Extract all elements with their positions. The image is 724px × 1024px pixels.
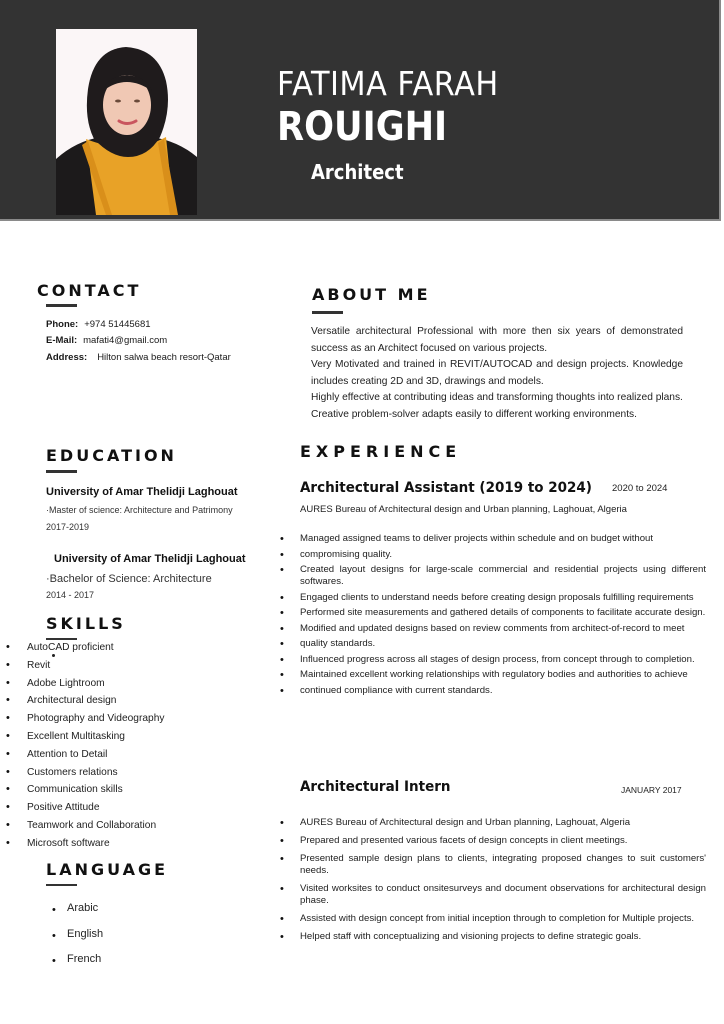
education-divider (46, 470, 77, 473)
surname: ROUIGHI (277, 104, 448, 150)
language-list (52, 902, 103, 979)
job-bullet: • AURES Bureau of Architectural design and Urban planning, Laghouat, Algeria (278, 817, 706, 829)
language-item: • English (52, 928, 103, 954)
job-bullet: • compromising quality. (278, 549, 706, 561)
about-paragraph: Very Motivated and trained in REVIT/AUTOCAD and design projects. Knowledge includes creating 2D and 3D, drawings and models. (311, 359, 683, 387)
education-heading: EDUCATION (46, 446, 177, 465)
job-bullet: • continued compliance with current standards. (278, 685, 706, 697)
education-degree: ·Bachelor of Science: Architecture (46, 573, 212, 585)
education-years: 2017-2019 (46, 522, 90, 532)
contact-divider (46, 304, 77, 307)
contact-heading: CONTACT (37, 281, 142, 300)
language-heading: LANGUAGE (46, 860, 169, 879)
language-divider (46, 884, 77, 886)
portrait-illustration (56, 29, 197, 215)
education-school: University of Amar Thelidji Laghouat (54, 553, 246, 565)
email-label: E-Mail: (46, 335, 78, 346)
job-title: Architectural Assistant (2019 to 2024) (300, 480, 592, 496)
job-date: 2020 to 2024 (612, 483, 668, 494)
skill-item: • Positive Attitude (0, 802, 164, 820)
skills-divider (46, 638, 77, 640)
skill-item: • Microsoft software (0, 838, 164, 856)
about-divider (312, 311, 343, 314)
education-years: 2014 - 2017 (46, 590, 95, 600)
skill-item: • Photography and Videography (0, 713, 164, 731)
header-band (0, 0, 721, 221)
phone-label: Phone: (46, 319, 79, 330)
about-paragraph: Versatile architectural Professional with more then six years of demonstrated success as an Architect focused on various projects. (311, 326, 683, 354)
job-bullet: • Maintained excellent working relationships with regulatory bodies and authorities to achieve (278, 669, 706, 681)
contact-phone (46, 319, 151, 330)
job-bullet: • Engaged clients to understand needs before creating design proposals fulfilling requirements (278, 592, 706, 604)
skill-item: • Communication skills (0, 784, 164, 802)
job-bullet: • Performed site measurements and gathered details of components to facilitate accurate design. (278, 607, 706, 619)
job-bullets (278, 817, 706, 949)
skill-item: • Architectural design (0, 695, 164, 713)
phone-value: +974 51445681 (84, 319, 151, 330)
job-bullet: • Managed assigned teams to deliver projects within schedule and on budget without (278, 533, 706, 545)
job-bullet: • Created layout designs for large-scale commercial and residential projects using different softwares. (278, 564, 706, 588)
job-bullet: • Prepared and presented various facets of design concepts in client meetings. (278, 835, 706, 847)
job-role: Architect (311, 160, 404, 184)
skill-item: • Customers relations (0, 767, 164, 785)
job-bullets (278, 533, 706, 700)
first-names: FATIMA FARAH (277, 64, 499, 103)
address-label: Address: (46, 352, 88, 363)
experience-heading: EXPERIENCE (300, 442, 462, 461)
skill-item: • Teamwork and Collaboration (0, 820, 164, 838)
skill-item: • AutoCAD proficient (0, 642, 164, 660)
job-organization: AURES Bureau of Architectural design and Urban planning, Laghouat, Algeria (300, 504, 627, 515)
language-item: • Arabic (52, 902, 103, 928)
email-value[interactable]: mafati4@gmail.com (83, 335, 168, 346)
job-bullet: • Visited worksites to conduct onsitesurveys and document observations for architectural design phase. (278, 883, 706, 907)
job-bullet: • Presented sample design plans to clients, integrating proposed changes to suit customers' needs. (278, 853, 706, 877)
skill-item: • Excellent Multitasking (0, 731, 164, 749)
job-bullet: • Modified and updated designs based on review comments from architect-of-record to meet (278, 623, 706, 635)
skills-heading: SKILLS (46, 614, 126, 633)
skill-item: • Adobe Lightroom (0, 678, 164, 696)
language-item: • French (52, 953, 103, 979)
about-heading: ABOUT ME (312, 285, 431, 304)
profile-photo (56, 29, 197, 215)
address-value: Hilton salwa beach resort-Qatar (97, 352, 231, 363)
contact-address (46, 352, 231, 363)
job-date: JANUARY 2017 (621, 785, 682, 795)
job-title: Architectural Intern (300, 779, 451, 795)
about-text (311, 324, 683, 424)
skill-item: • Attention to Detail (0, 749, 164, 767)
skills-list (0, 642, 164, 856)
skill-item: • Revit (0, 660, 164, 678)
job-bullet: • Influenced progress across all stages of design process, from concept through to completion. (278, 654, 706, 666)
education-degree: ·Master of science: Architecture and Patrimony (46, 505, 233, 515)
education-school: University of Amar Thelidji Laghouat (46, 486, 238, 498)
about-paragraph: Highly effective at contributing ideas and transforming thoughts into realized plans. (311, 392, 683, 404)
about-paragraph: Creative problem-solver adapts easily to different working environments. (311, 408, 637, 420)
job-bullet: • Helped staff with conceptualizing and visioning projects to define strategic goals. (278, 931, 706, 943)
job-bullet: • Assisted with design concept from initial inception through to completion for Multiple projects. (278, 913, 706, 925)
contact-email (46, 335, 167, 346)
job-bullet: • quality standards. (278, 638, 706, 650)
